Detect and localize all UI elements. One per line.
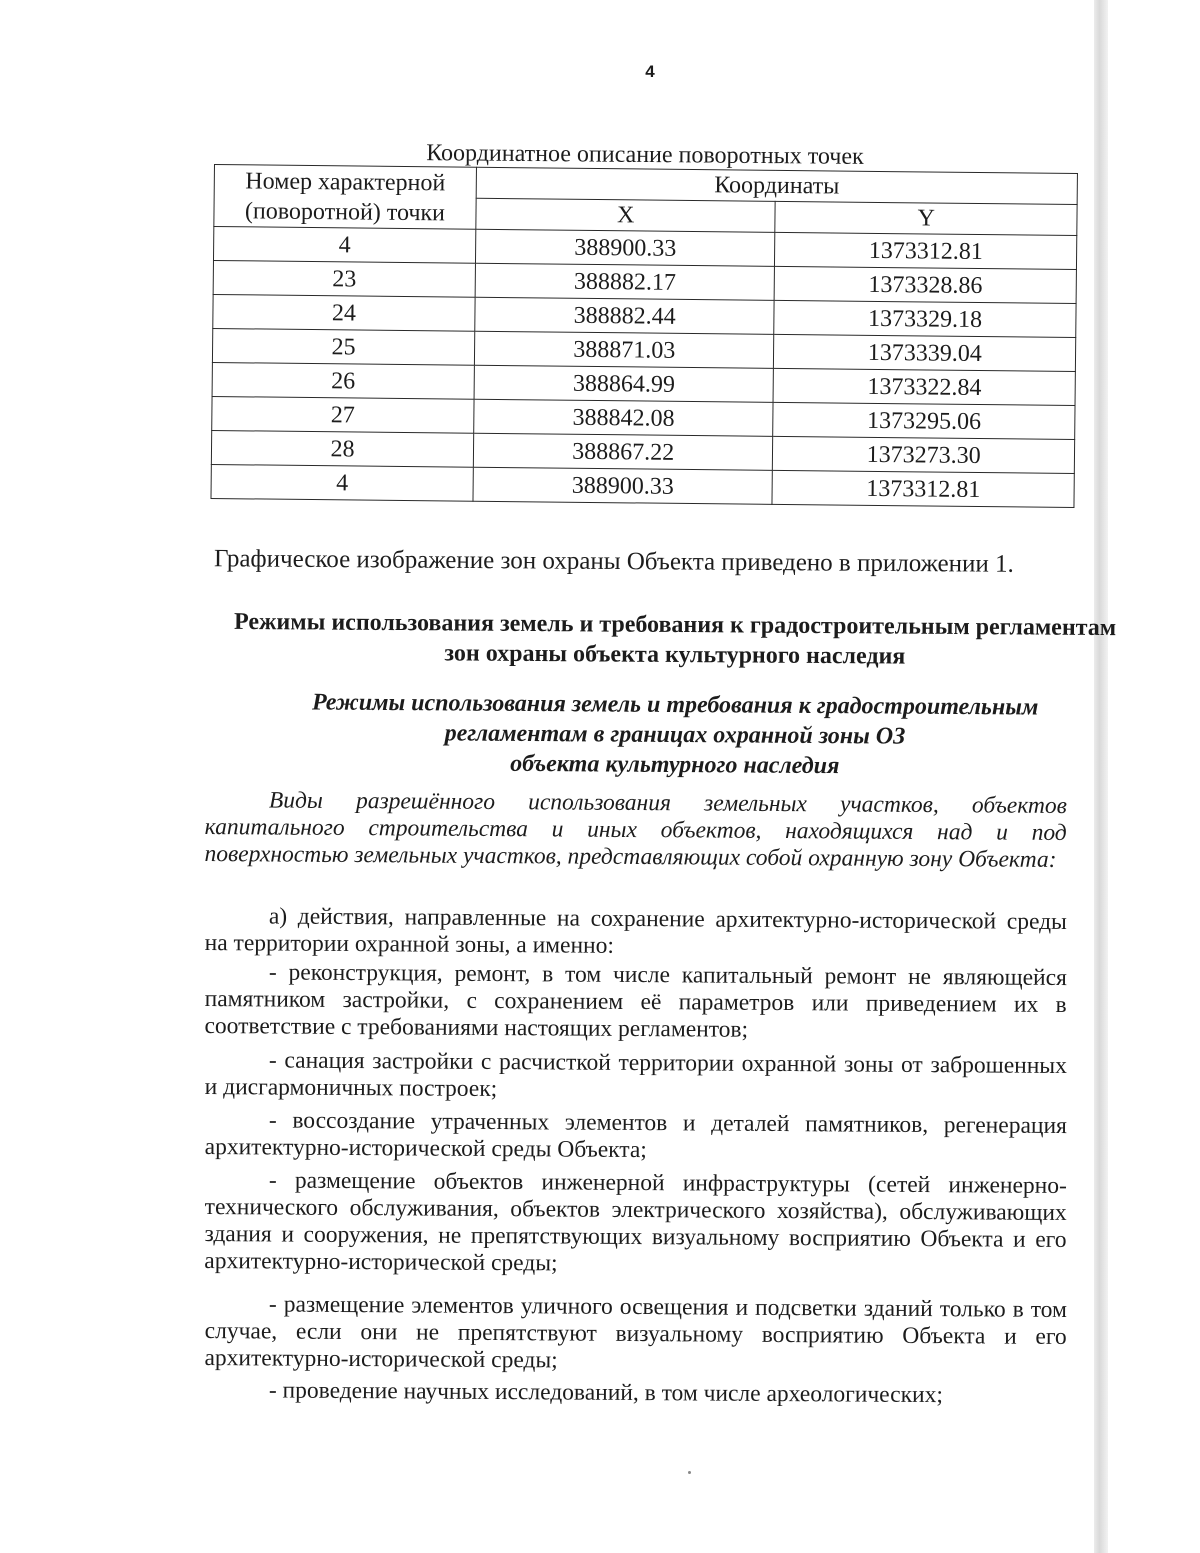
- list-item: - реконструкция, ремонт, в том числе капитальный ремонт не являющейся памятником застройки, с сохранением её параметров или приведением их в соответствие с требованиями настоящих регламентов;: [204, 959, 1067, 1043]
- cell-x: 388900.33: [473, 467, 773, 504]
- list-item: - размещение элементов уличного освещения и подсветки зданий только в том случае, если они не препятствуют визуальному восприятию Объекта и его архитектурно-исторической среды;: [204, 1291, 1067, 1374]
- cell-y: 1373273.30: [773, 436, 1075, 473]
- table-caption: Координатное описание поворотных точек: [426, 140, 864, 170]
- cell-point: 27: [212, 396, 474, 433]
- cell-y: 1373329.18: [774, 300, 1076, 337]
- paragraph-item-a: а) действия, направленные на сохранение архитектурно-исторической среды на территории охранной зоны, а именно:: [204, 903, 1067, 959]
- header-point-number: Номер характерной (поворотной) точки: [214, 165, 477, 230]
- subsection-heading-line: объекта культурного наследия: [510, 750, 840, 780]
- cell-point: 23: [213, 260, 475, 297]
- cell-point: 26: [212, 362, 474, 399]
- scan-speck: [688, 1471, 691, 1474]
- page-number: 4: [645, 62, 655, 81]
- list-item: - санация застройки с расчисткой территории охранной зоны от заброшенных и дисгармоничных построек;: [204, 1047, 1067, 1103]
- header-x: X: [476, 198, 776, 232]
- cell-x: 388900.33: [475, 229, 775, 266]
- intro-paragraph: Виды разрешённого использования земельных участков, объектов капитального строительства и иных объектов, находящихся над и под поверхностью земельных участков, представляющих собой охранную зону Объекта:: [204, 787, 1067, 873]
- cell-y: 1373322.84: [773, 368, 1075, 405]
- cell-x: 388882.44: [475, 297, 775, 334]
- cell-point: 28: [211, 430, 473, 467]
- cell-point: 4: [211, 464, 473, 501]
- cell-x: 388842.08: [474, 399, 774, 436]
- cell-y: 1373295.06: [773, 402, 1075, 439]
- cell-y: 1373339.04: [774, 334, 1076, 371]
- graphic-note: Графическое изображение зон охраны Объекта приведено в приложении 1.: [213, 545, 1014, 578]
- list-item: - воссоздание утраченных элементов и деталей памятников, регенерация архитектурно-исторической среды Объекта;: [204, 1107, 1067, 1164]
- cell-point: 24: [213, 294, 475, 331]
- section-heading: Режимы использования земель и требования к градостроительным регламентам зон охраны объекта культурного наследия: [233, 608, 1117, 670]
- subsection-heading-line: регламентам в границах охранной зоны ОЗ: [444, 720, 906, 750]
- cell-x: 388882.17: [475, 263, 775, 300]
- list-item: - размещение объектов инженерной инфраструктуры (сетей инженерно-технического обслуживания, объектов электрического хозяйства), обслуживающих здания и сооружения, не препятствующих визуальному восприятию Объекта и его архитектурно-исторической среды;: [204, 1167, 1067, 1277]
- subsection-heading: [225, 687, 1126, 783]
- cell-x: 388867.22: [473, 433, 773, 470]
- header-y: Y: [775, 201, 1077, 235]
- header-coordinates: Координаты: [476, 167, 1077, 204]
- cell-y: 1373312.81: [775, 232, 1077, 269]
- cell-x: 388864.99: [474, 365, 774, 402]
- cell-x: 388871.03: [474, 331, 774, 368]
- coordinates-table: [210, 164, 1077, 508]
- subsection-heading-line: Режимы использования земель и требования к градостроительным: [311, 689, 1039, 721]
- cell-point: 4: [213, 227, 475, 264]
- cell-y: 1373328.86: [775, 266, 1077, 303]
- list-item: - проведение научных исследований, в том числе археологических;: [268, 1377, 944, 1409]
- cell-y: 1373312.81: [772, 470, 1074, 507]
- cell-point: 25: [212, 328, 474, 365]
